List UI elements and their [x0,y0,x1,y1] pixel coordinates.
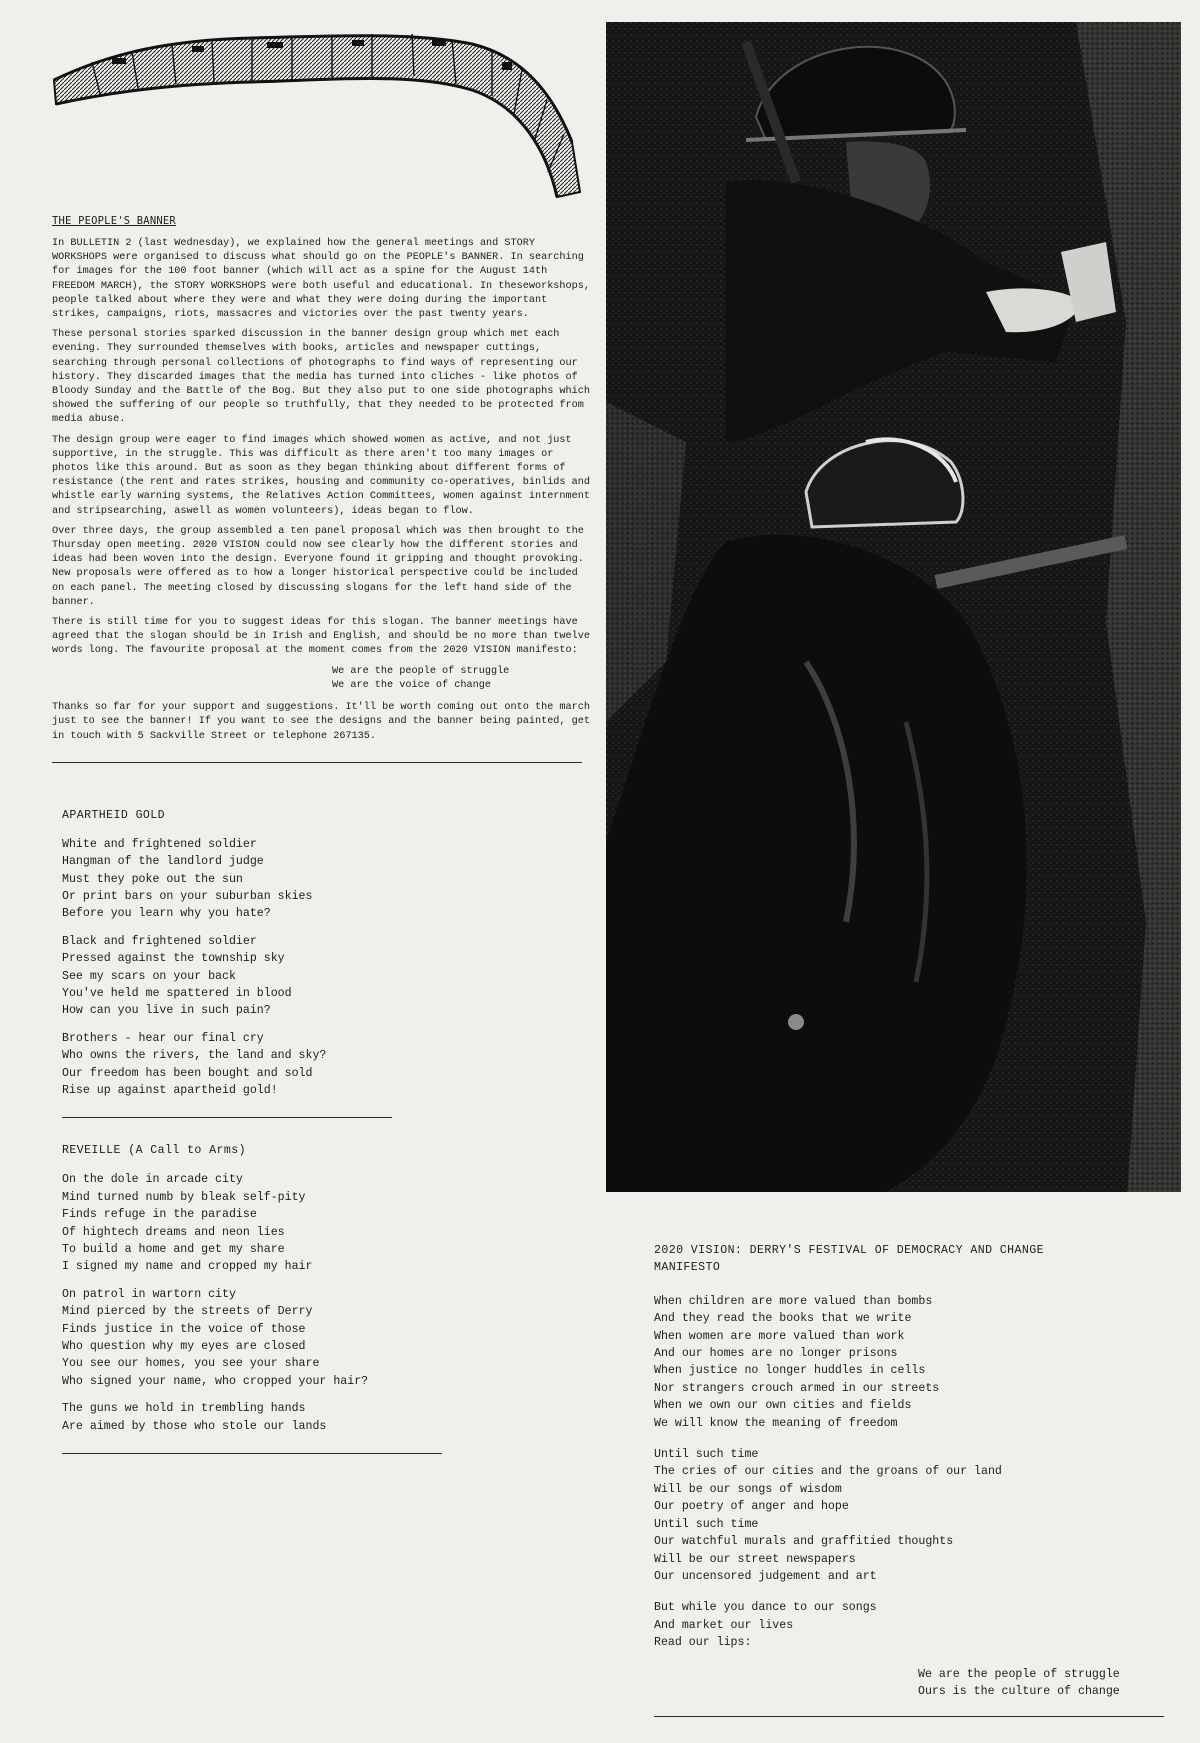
manifesto-line: Nor strangers crouch armed in our streets [654,1381,940,1395]
poem-line: Rise up against apartheid gold! [62,1083,278,1097]
manifesto [606,1242,1181,1717]
poem-line: Black and frightened soldier [62,934,257,948]
manifesto-line: We are the people of struggle [918,1667,1120,1681]
poem-line: To build a home and get my share [62,1243,285,1257]
poem-line: Must they poke out the sun [62,872,243,886]
paragraph: The design group were eager to find images which showed women as active, and not just supportive, in the struggle. This was difficult as there aren't too many images or photos like this around. But as soon as they began thinking about different forms of resistance (the rent and rates strikes, housing and community co-operatives, binlids and whistle early warning systems, the Relatives Action Committees, women against internment and stripsearching, aswell as women volunteers), ideas began to flow. [52,434,590,517]
manifesto-line: When we own our own cities and fields [654,1399,912,1413]
stanza [654,1599,1181,1651]
poem-line: Who question why my eyes are closed [62,1340,306,1354]
divider [62,1117,392,1118]
paragraph: Over three days, the group assembled a ten panel proposal which was then brought to the Thursday open meeting. 2020 VISION could now see clearly how the different stories and ideas had been woven into the design. Everyone found it gripping and thought provoking. New proposals were offered as to how a longer historical perspective could be included on each panel. The meeting closed by discussing slogans for the left hand side of the banner. [52,525,584,608]
poem-line: You see our homes, you see your share [62,1357,320,1371]
manifesto-title [654,1242,1181,1277]
poem-line: Our freedom has been bought and sold [62,1066,313,1080]
poem-line: I signed my name and cropped my hair [62,1260,313,1274]
paragraph: There is still time for you to suggest ideas for this slogan. The banner meetings have agreed that the slogan should be in Irish and English, and should be no more than twelve words long. The favourite proposal at the moment comes from the 2020 VISION manifesto: [52,617,590,657]
poem-line: You've held me spattered in blood [62,986,292,1000]
manifesto-line: Our poetry of anger and hope [654,1500,849,1514]
paragraph: In BULLETIN 2 (last Wednesday), we explained how the general meetings and STORY WORKSHOPS were organised to discuss what should go on the PEOPLE's BANNER. In searching for images for the 100 foot banner (which will act as a spine for the August 14th FREEDOM MARCH), the STORY WORKSHOPS were both useful and educational. In theseworkshops, people talked about where they were and what they were doing during the important strikes, campaigns, riots, massacres and victories over the past twenty years. [52,238,590,321]
poem-line: White and frightened soldier [62,837,257,851]
poem-line: On the dole in arcade city [62,1173,243,1187]
poem-body [62,1171,592,1435]
manifesto-line: Will be our street newspapers [654,1552,856,1566]
poem-line: Are aimed by those who stole our lands [62,1419,327,1433]
stanza [62,1286,592,1390]
manifesto-line: Our watchful murals and graffitied thoughts [654,1535,954,1549]
manifesto-line: And they read the books that we write [654,1312,912,1326]
poem-line: Who owns the rivers, the land and sky? [62,1049,327,1063]
poem-line: Mind pierced by the streets of Derry [62,1305,313,1319]
poem-line: Hangman of the landlord judge [62,855,264,869]
stanza [62,1171,592,1275]
manifesto-title-line: MANIFESTO [654,1261,721,1275]
manifesto-title-line: 2020 VISION: DERRY'S FESTIVAL OF DEMOCRACY AND CHANGE [654,1244,1044,1257]
poem-line: Finds refuge in the paradise [62,1208,257,1222]
manifesto-line: And our homes are no longer prisons [654,1347,898,1361]
poem-line: The guns we hold in trembling hands [62,1402,306,1416]
manifesto-line: When children are more valued than bombs [654,1294,933,1308]
slogan-line: We are the people of struggle [332,665,510,677]
stanza [654,1446,1181,1585]
stanza [654,1293,1181,1432]
poem-line: Brothers - hear our final cry [62,1031,264,1045]
poem-body [62,836,592,1100]
poem-line: Of hightech dreams and neon lies [62,1225,285,1239]
poem-line: Who signed your name, who cropped your hair? [62,1374,369,1388]
stanza [62,1400,592,1435]
slogan [332,665,592,693]
divider [52,762,582,763]
stanza [62,1030,592,1100]
poem-line: Before you learn why you hate? [62,907,271,921]
poem-line: Pressed against the township sky [62,952,285,966]
poem-line: See my scars on your back [62,969,236,983]
poem-line: Finds justice in the voice of those [62,1322,306,1336]
poem-line: Or print bars on your suburban skies [62,889,313,903]
manifesto-line: Until such time [654,1448,759,1462]
divider [62,1453,442,1454]
manifesto-line: And market our lives [654,1618,794,1632]
manifesto-line: Read our lips: [654,1636,752,1650]
paragraph: These personal stories sparked discussion in the banner design group which met each evening. They surrounded themselves with books, articles and newspaper cuttings, searching through personal collections of photographs to find ways of representing our history. They discarded images that the media has turned into cliches - like photos of Bloody Sunday and the Battle of the Bog. But they also put to one side photographs which showed the suffering of our people so truthfully, that they needed to be protected from media abuse. [52,329,590,426]
manifesto-line: The cries of our cities and the groans of our land [654,1465,1002,1479]
manifesto-closing [918,1666,1181,1701]
left-column [52,22,592,1454]
slogan-line: We are the voice of change [332,679,491,691]
manifesto-line: But while you dance to our songs [654,1601,877,1615]
manifesto-line: Until such time [654,1517,759,1531]
closing-paragraph: Thanks so far for your support and suggestions. It'll be worth coming out onto the march just to see the banner! If you want to see the designs and the banner being painted, get in touch with 5 Sackville Street or telephone 267135. [52,702,590,742]
manifesto-line: When justice no longer huddles in cells [654,1364,926,1378]
divider [654,1716,1164,1717]
poem-line: Mind turned numb by bleak self-pity [62,1190,306,1204]
manifesto-line: When women are more valued than work [654,1329,905,1343]
soldiers-photo [606,22,1181,1212]
section-title: THE PEOPLE'S BANNER [52,215,176,227]
poem-line: On patrol in wartorn city [62,1287,236,1301]
manifesto-line: Will be our songs of wisdom [654,1482,842,1496]
banner-illustration [52,22,592,207]
manifesto-line: Our uncensored judgement and art [654,1569,877,1583]
manifesto-line: Ours is the culture of change [918,1684,1120,1698]
poem-title: REVEILLE (A Call to Arms) [62,1144,246,1158]
stanza [62,933,592,1020]
poem-line: How can you live in such pain? [62,1004,271,1018]
poem-title: APARTHEID GOLD [62,808,166,822]
stanza [62,836,592,923]
manifesto-line: We will know the meaning of freedom [654,1416,898,1430]
right-column [606,22,1181,1717]
